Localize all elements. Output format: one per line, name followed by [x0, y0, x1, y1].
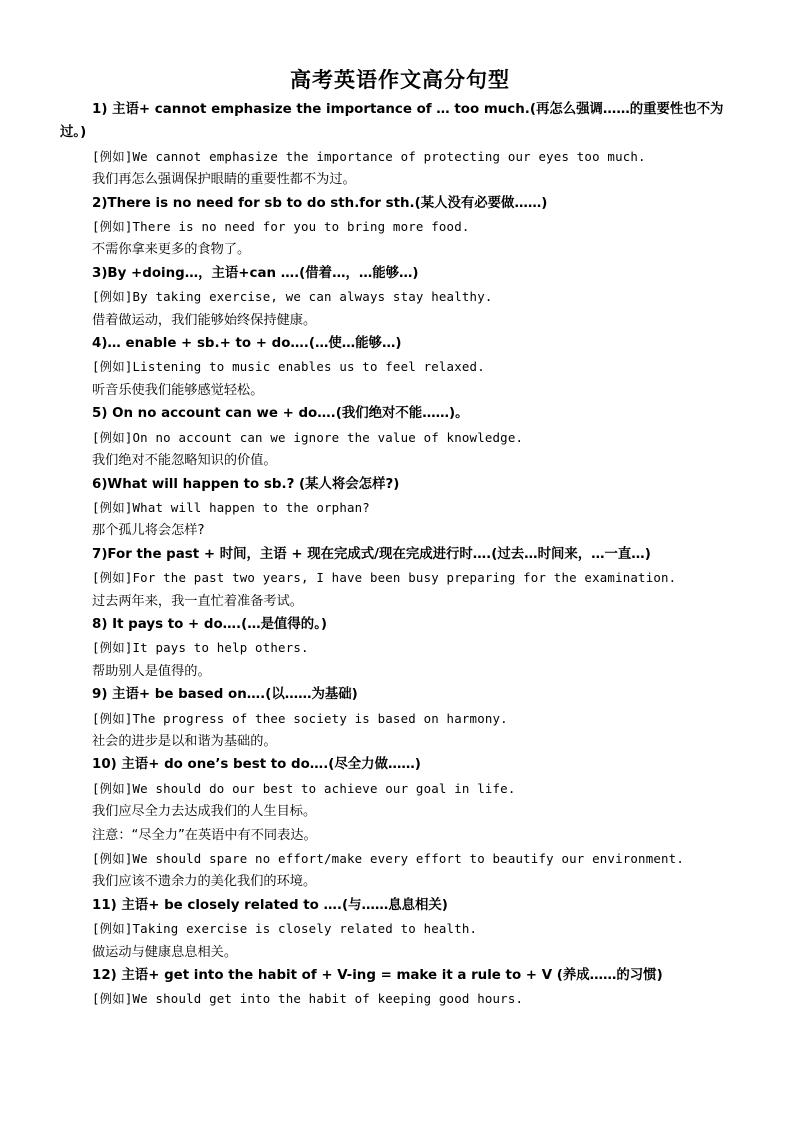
- example-sentence: [例如]The progress of thee society is based on harmony.: [92, 710, 508, 726]
- chinese-translation: 我们再怎么强调保护眼睛的重要性都不为过。: [92, 172, 356, 188]
- chinese-translation: 注意：“尽全力”在英语中有不同表达。: [92, 827, 317, 843]
- chinese-translation: 听音乐使我们能够感觉轻松。: [92, 382, 264, 398]
- pattern-heading: 3)By +doing…，主语+can ….(借着…，…能够…): [92, 265, 419, 281]
- chinese-translation: 帮助别人是值得的。: [92, 663, 211, 679]
- chinese-translation: 做运动与健康息息相关。: [92, 944, 238, 960]
- chinese-translation: 社会的进步是以和谐为基础的。: [92, 733, 277, 749]
- example-sentence: [例如]Taking exercise is closely related to health.: [92, 921, 478, 937]
- document-page: [60, 66, 740, 1011]
- chinese-translation: 借着做运动，我们能够始终保持健康。: [92, 312, 317, 328]
- pattern-heading: 10) 主语+ do one’s best to do….(尽全力做……): [92, 757, 421, 773]
- pattern-heading: 2)There is no need for sb to do sth.for sth.(某人没有必要做……): [92, 195, 548, 211]
- pattern-heading: 7)For the past + 时间，主语 + 现在完成式/现在完成进行时….(过去…时间来，…一直…): [92, 546, 651, 562]
- pattern-heading: 4)… enable + sb.+ to + do….(…使…能够…): [92, 336, 402, 352]
- document-title: 高考英语作文高分句型: [290, 68, 510, 92]
- chinese-translation: 不需你拿来更多的食物了。: [92, 242, 251, 258]
- pattern-heading: 9) 主语+ be based on….(以……为基础): [92, 687, 358, 703]
- example-sentence: [例如]Listening to music enables us to feel relaxed.: [92, 359, 485, 375]
- example-sentence: [例如]What will happen to the orphan?: [92, 499, 370, 515]
- example-sentence: [例如]We should get into the habit of keeping good hours.: [92, 991, 524, 1007]
- example-sentence: [例如]We cannot emphasize the importance of protecting our eyes too much.: [92, 148, 646, 164]
- pattern-heading: 5) On no account can we + do….(我们绝对不能……)。: [92, 406, 469, 422]
- chinese-translation: 我们应尽全力去达成我们的人生目标。: [92, 804, 317, 820]
- document-body: [60, 98, 740, 1011]
- chinese-translation: 我们绝对不能忽略知识的价值。: [92, 453, 277, 469]
- chinese-translation: 过去两年来，我一直忙着准备考试。: [92, 593, 303, 609]
- example-sentence: [例如]We should spare no effort/make every effort to beautify our environment.: [92, 851, 685, 866]
- pattern-heading: 6)What will happen to sb.? (某人将会怎样?): [92, 476, 400, 492]
- example-sentence: [例如]There is no need for you to bring more food.: [92, 219, 470, 235]
- example-sentence: [例如]By taking exercise, we can always stay healthy.: [92, 289, 493, 305]
- chinese-translation: 我们应该不遗余力的美化我们的环境。: [92, 874, 317, 890]
- chinese-translation: 那个孤儿将会怎样?: [92, 523, 205, 539]
- example-sentence: [例如]On no account can we ignore the value of knowledge.: [92, 429, 524, 445]
- example-sentence: [例如]It pays to help others.: [92, 640, 309, 656]
- pattern-heading: 11) 主语+ be closely related to ….(与……息息相关): [92, 897, 448, 913]
- example-sentence: [例如]For the past two years, I have been busy preparing for the examination.: [92, 570, 677, 586]
- pattern-heading: 1) 主语+ cannot emphasize the importance of … too much.(再怎么强调……的重要性也不为过。): [60, 102, 724, 141]
- pattern-heading: 12) 主语+ get into the habit of + V-ing = make it a rule to + V (养成……的习惯): [92, 968, 663, 984]
- example-sentence: [例如]We should do our best to achieve our goal in life.: [92, 780, 516, 796]
- pattern-heading: 8) It pays to + do….(…是值得的。): [92, 616, 328, 632]
